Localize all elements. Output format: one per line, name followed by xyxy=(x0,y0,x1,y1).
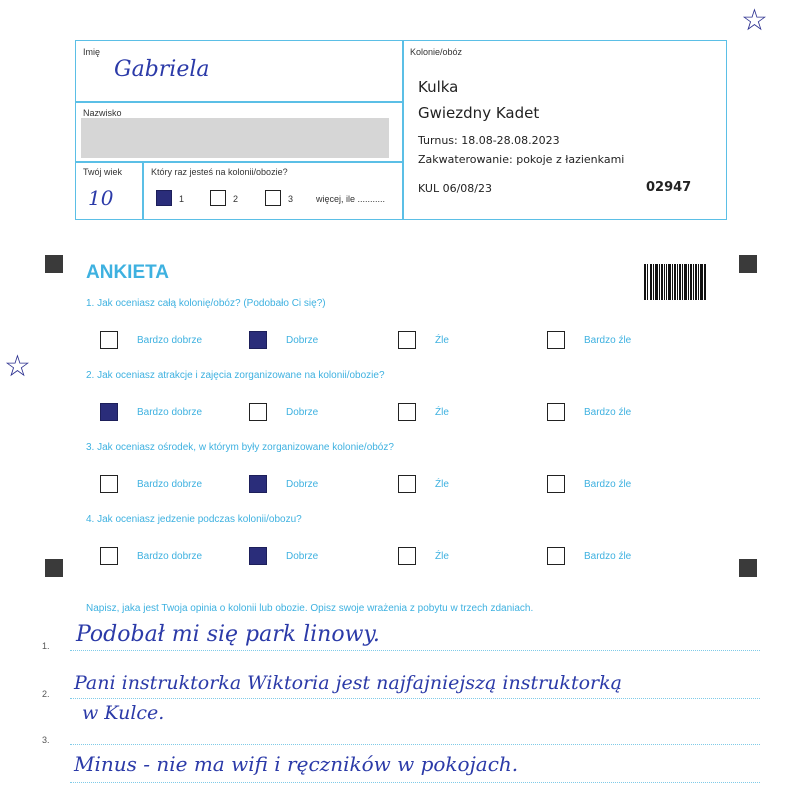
form-number: 02947 xyxy=(646,180,692,195)
surname-label: Nazwisko xyxy=(83,108,122,118)
line-number: 1. xyxy=(42,641,50,651)
q3-checkbox-zle[interactable] xyxy=(398,475,416,493)
name-label: Imię xyxy=(83,47,101,57)
survey-title: ANKIETA xyxy=(86,262,170,283)
camp-code: KUL 06/08/23 xyxy=(418,182,492,195)
question-4-text: 4. Jak oceniasz jedzenie podczas kolonii/obozu? xyxy=(86,514,302,525)
q1-option-label: Źle xyxy=(435,335,449,346)
times-option-label: 2 xyxy=(233,194,239,204)
registration-marker xyxy=(45,255,63,273)
q1-option-label: Dobrze xyxy=(286,335,319,346)
q4-checkbox-zle[interactable] xyxy=(398,547,416,565)
answer-line-3[interactable]: Minus - nie ma wifi i ręczników w pokojach. xyxy=(74,752,519,776)
q1-checkbox-dobrze[interactable] xyxy=(249,331,267,349)
answer-line xyxy=(70,744,760,745)
q2-checkbox-bardzo-dobrze[interactable] xyxy=(100,403,118,421)
camp-name: Kulka xyxy=(418,78,459,96)
q2-option-label: Bardzo źle xyxy=(584,407,632,418)
q3-checkbox-dobrze[interactable] xyxy=(249,475,267,493)
q4-option-label: Bardzo źle xyxy=(584,551,632,562)
q2-checkbox-bardzo-zle[interactable] xyxy=(547,403,565,421)
answer-line xyxy=(70,650,760,651)
q3-option-label: Dobrze xyxy=(286,479,319,490)
q4-option-label: Dobrze xyxy=(286,551,319,562)
star-doodle-icon: ☆ xyxy=(741,3,768,38)
q3-option-label: Źle xyxy=(435,479,449,490)
answer-line xyxy=(70,698,760,699)
q1-checkbox-bardzo-zle[interactable] xyxy=(547,331,565,349)
q2-option-label: Bardzo dobrze xyxy=(137,407,203,418)
accommodation-text: Zakwaterowanie: pokoje z łazienkami xyxy=(418,153,625,166)
q4-checkbox-bardzo-dobrze[interactable] xyxy=(100,547,118,565)
registration-marker xyxy=(739,255,757,273)
registration-marker xyxy=(45,559,63,577)
answer-line-2[interactable]: Pani instruktorka Wiktoria jest najfajniejszą instruktorką xyxy=(74,672,622,694)
header-form xyxy=(75,40,727,220)
q1-checkbox-bardzo-dobrze[interactable] xyxy=(100,331,118,349)
q2-option-label: Źle xyxy=(435,407,449,418)
age-field[interactable]: 10 xyxy=(88,186,114,210)
answer-line xyxy=(70,782,760,783)
question-2-text: 2. Jak oceniasz atrakcje i zajęcia zorganizowane na kolonii/obozie? xyxy=(86,370,385,381)
line-number: 3. xyxy=(42,735,50,745)
camp-label: Kolonie/obóz xyxy=(410,47,463,57)
line-number: 2. xyxy=(42,689,50,699)
q3-checkbox-bardzo-zle[interactable] xyxy=(547,475,565,493)
q2-option-label: Dobrze xyxy=(286,407,319,418)
q1-checkbox-zle[interactable] xyxy=(398,331,416,349)
times-option-label: 1 xyxy=(179,194,185,204)
question-3-text: 3. Jak oceniasz ośrodek, w którym były zorganizowane kolonie/obóz? xyxy=(86,442,394,453)
answer-line-2-continued[interactable]: w Kulce. xyxy=(82,702,165,724)
times-checkbox-1[interactable] xyxy=(156,190,172,206)
registration-marker xyxy=(739,559,757,577)
q3-option-label: Bardzo dobrze xyxy=(137,479,203,490)
q1-option-label: Bardzo źle xyxy=(584,335,632,346)
times-checkbox-2[interactable] xyxy=(210,190,226,206)
age-label: Twój wiek xyxy=(83,167,123,177)
opinion-prompt: Napisz, jaka jest Twoja opinia o kolonii lub obozie. Opisz swoje wrażenia z pobytu w trzech zdaniach. xyxy=(86,603,534,614)
times-more-label: więcej, ile ........... xyxy=(316,194,386,204)
name-field[interactable]: Gabriela xyxy=(114,57,210,82)
answer-line-1[interactable]: Podobał mi się park linowy. xyxy=(76,622,380,647)
times-option-label: 3 xyxy=(288,194,294,204)
star-doodle-icon: ☆ xyxy=(4,349,31,384)
q2-checkbox-dobrze[interactable] xyxy=(249,403,267,421)
q3-checkbox-bardzo-dobrze[interactable] xyxy=(100,475,118,493)
barcode-icon xyxy=(644,264,706,300)
question-1-text: 1. Jak oceniasz całą kolonię/obóz? (Podobało Ci się?) xyxy=(86,298,326,309)
q2-checkbox-zle[interactable] xyxy=(398,403,416,421)
times-checkbox-3[interactable] xyxy=(265,190,281,206)
q4-option-label: Bardzo dobrze xyxy=(137,551,203,562)
surname-field-redacted[interactable] xyxy=(81,118,389,158)
q1-option-label: Bardzo dobrze xyxy=(137,335,203,346)
times-label: Który raz jesteś na kolonii/obozie? xyxy=(151,167,288,177)
turnus-text: Turnus: 18.08-28.08.2023 xyxy=(418,134,560,147)
camp-subtitle: Gwiezdny Kadet xyxy=(418,104,540,122)
q4-checkbox-bardzo-zle[interactable] xyxy=(547,547,565,565)
q4-option-label: Źle xyxy=(435,551,449,562)
q4-checkbox-dobrze[interactable] xyxy=(249,547,267,565)
q3-option-label: Bardzo źle xyxy=(584,479,632,490)
